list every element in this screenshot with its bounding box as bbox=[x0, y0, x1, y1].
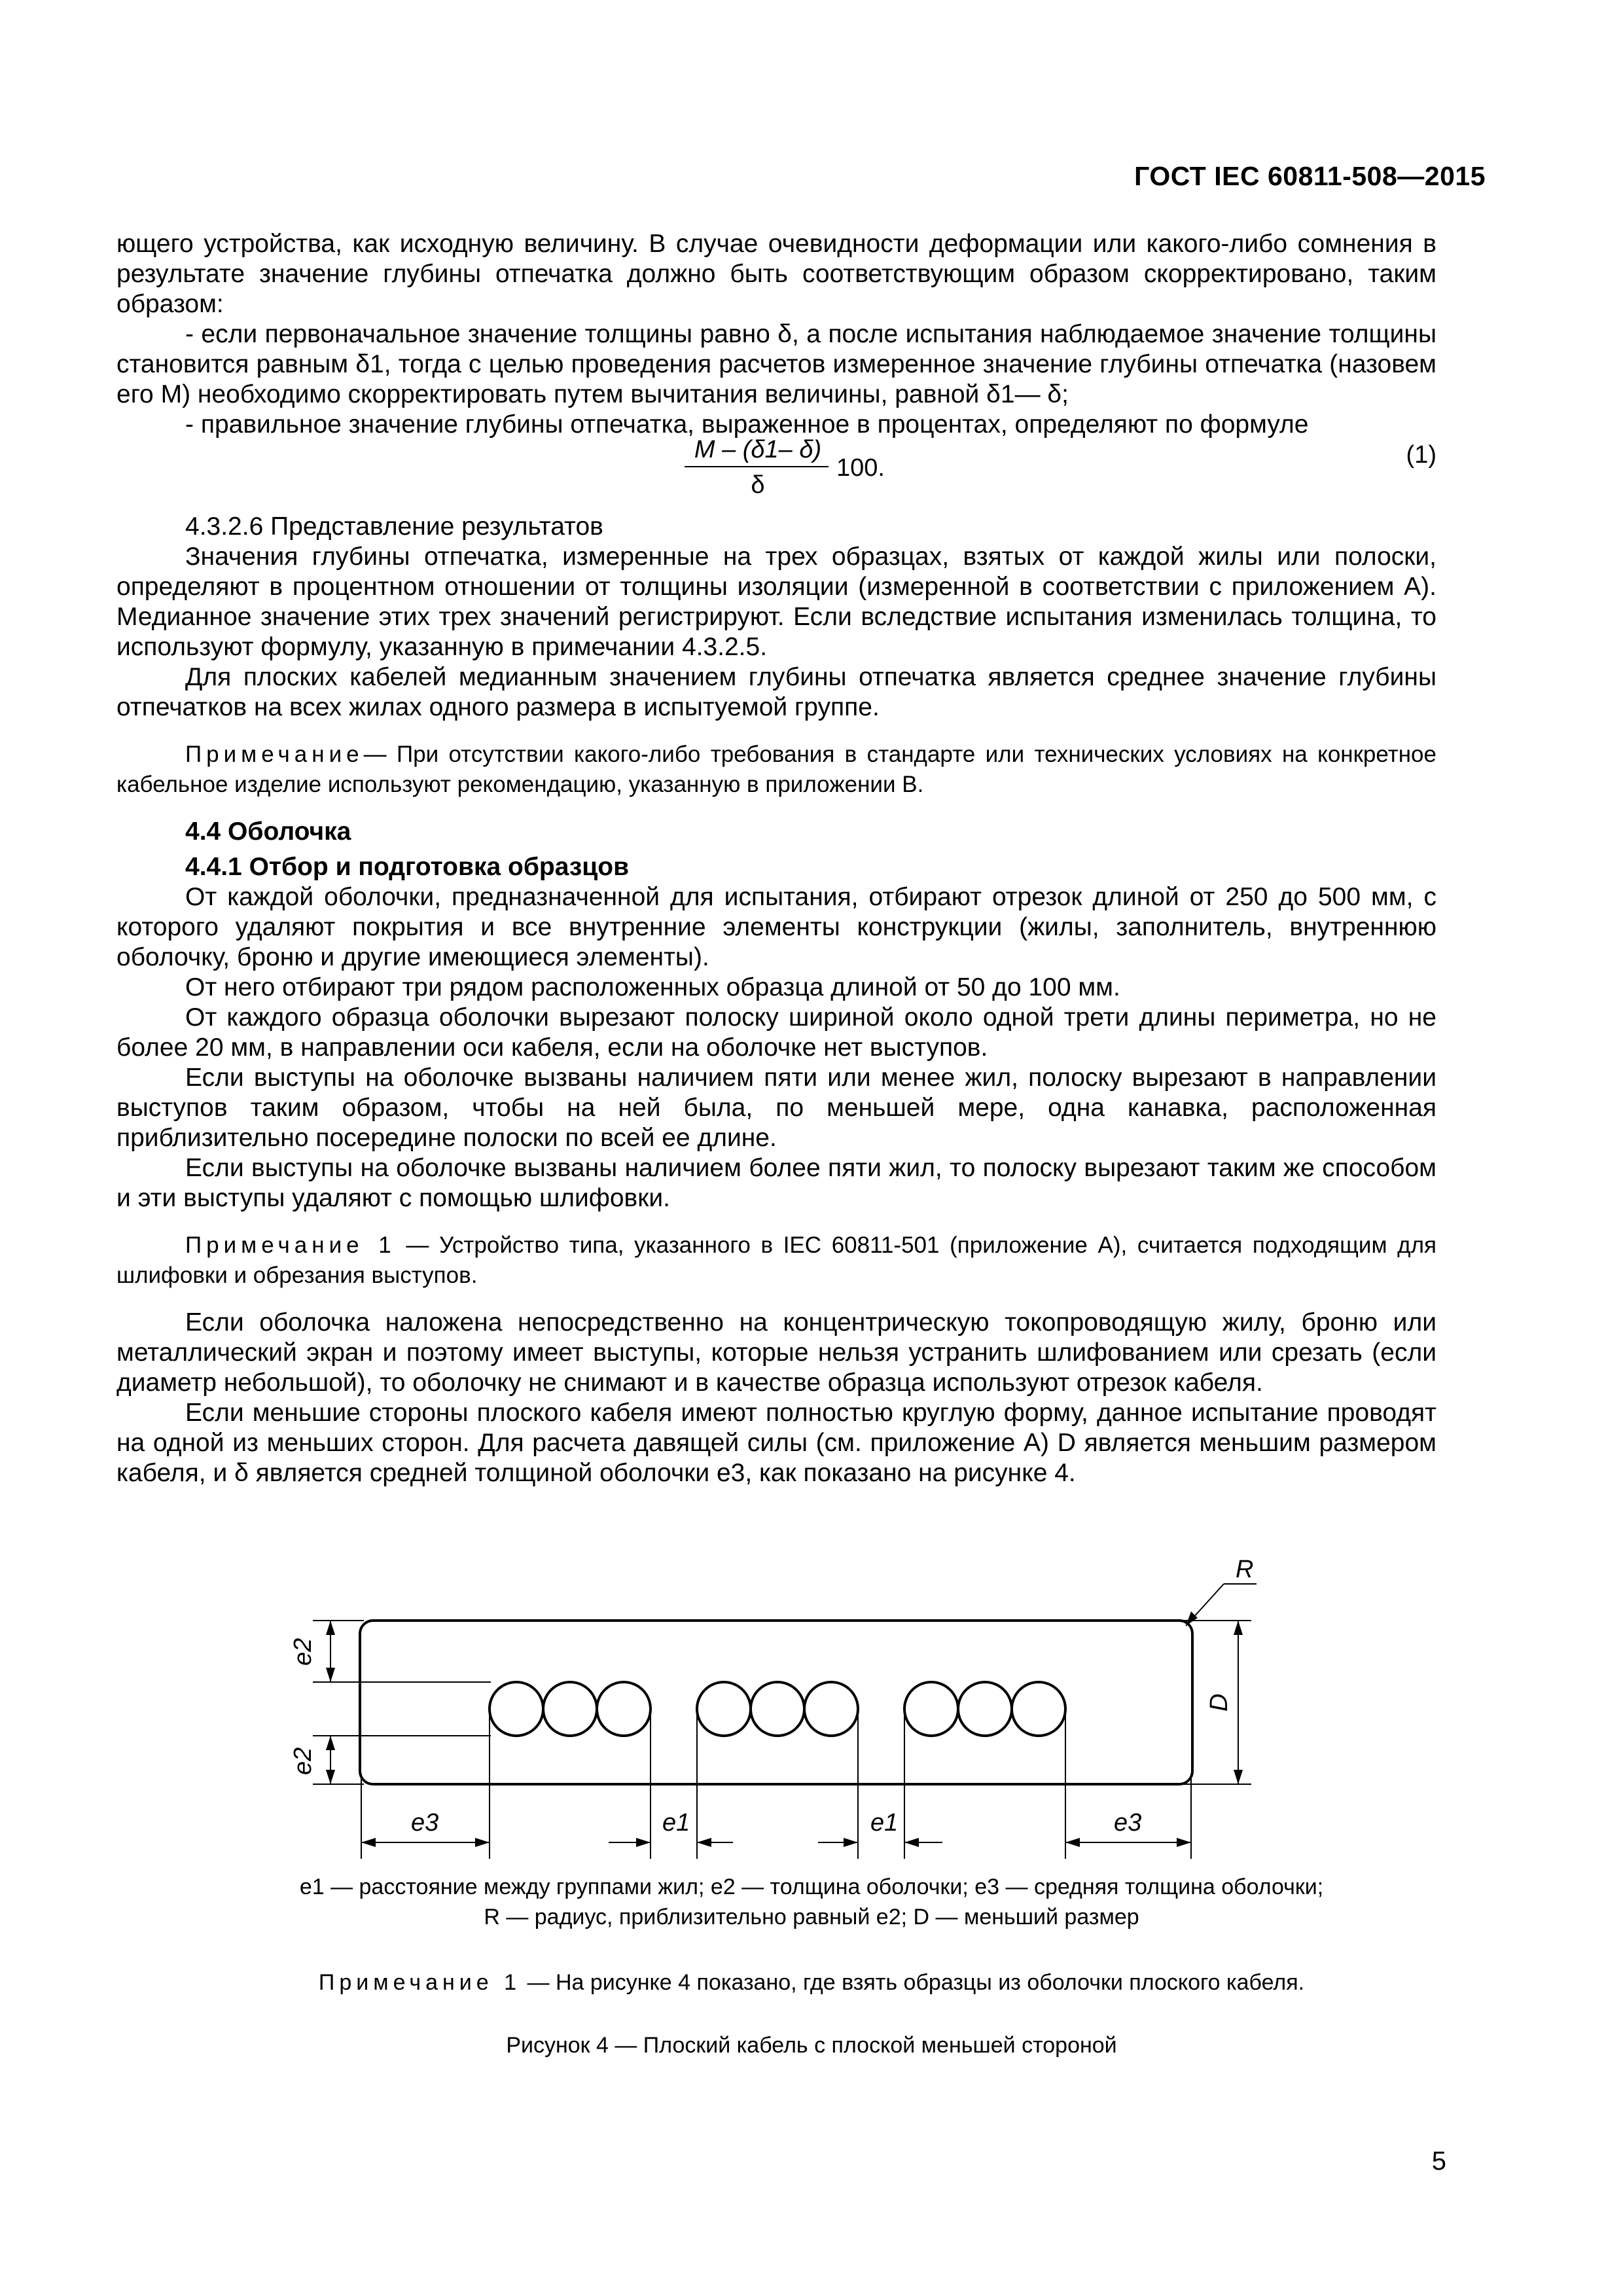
figure-legend-line-1: e1 — расстояние между группами жил; e2 — толщина оболочки; e3 — средняя толщина оболочки; bbox=[299, 1874, 1324, 1899]
conductor bbox=[804, 1682, 858, 1736]
figure-legend-line-2: R — радиус, приблизительно равный e2; D — меньший размер bbox=[484, 1905, 1139, 1929]
label-e3-right: e3 bbox=[1114, 1809, 1142, 1837]
label-e2-top: e2 bbox=[289, 1638, 317, 1666]
section-441-paragraph-2: От него отбирают три рядом расположенных образца длиной от 50 до 100 мм. bbox=[185, 973, 1120, 1001]
figure-caption: Рисунок 4 — Плоский кабель с плоской меньшей стороной bbox=[506, 2033, 1117, 2058]
section-441-paragraph-6: Если оболочка наложена непосредственно на концентрическую токопроводящую жилу, броню или металлический экран и поэтому имеет выступы, которые нельзя устранить шлифованием или срезать (если диаметр небольшой), то оболочку не снимают и в качестве образца используют отрезок кабеля. bbox=[116, 1308, 1436, 1397]
conductor bbox=[1012, 1682, 1065, 1736]
section-4326-paragraph-1: Значения глубины отпечатка, измеренные на трех образцах, взятых от каждой жилы или полоски, определяют в процентном отношении от толщины изоляции (измеренной в соответствии с приложением А). Медианное значение этих трех значений регистрируют. Если вследствие испытания изменилась толщина, то используют формулу, указанную в примечании 4.3.2.5. bbox=[116, 543, 1436, 661]
label-R: R bbox=[1236, 1556, 1254, 1583]
conductor bbox=[904, 1682, 958, 1736]
note-label: Примечание 1 bbox=[318, 1970, 522, 1995]
page-number: 5 bbox=[1431, 2147, 1446, 2176]
section-4326-paragraph-2: Для плоских кабелей медианным значением глубины отпечатка является среднее значение глубины отпечатков на всех жилах одного размера в испытуемой группе. bbox=[116, 663, 1436, 721]
paragraph-continuation: ющего устройства, как исходную величину. В случае очевидности деформации или какого-либо сомнения в результате значение глубины отпечатка должно быть соответствующим образом скорректировано, таким образом: bbox=[116, 230, 1436, 318]
dimension-arrows bbox=[326, 1611, 1243, 1847]
figure-note-1 bbox=[0, 1967, 1623, 1998]
section-441-paragraph-3: От каждого образца оболочки вырезают полоску шириной около одной трети длины периметра, но не более 20 мм, в направлении оси кабеля, если на оболочке нет выступов. bbox=[116, 1003, 1436, 1062]
conductor bbox=[958, 1682, 1012, 1736]
conductor bbox=[697, 1682, 751, 1736]
label-e3-left: e3 bbox=[411, 1809, 439, 1837]
section-441-paragraph-1: От каждой оболочки, предназначенной для испытания, отбирают отрезок длиной от 250 до 500 мм, с которого удаляют покрытия и все внутренние элементы конструкции (жилы, заполнитель, внутреннюю оболочку, броню и другие имеющиеся элементы). bbox=[116, 883, 1436, 971]
section-4326-title: 4.3.2.6 Представление результатов bbox=[185, 512, 603, 541]
conductor bbox=[597, 1682, 651, 1736]
formula-denominator: δ bbox=[751, 471, 765, 499]
conductor bbox=[543, 1682, 597, 1736]
note-label: Примечание 1 bbox=[185, 1232, 396, 1258]
formula-multiplier: 100. bbox=[836, 454, 885, 482]
section-441-paragraph-4: Если выступы на оболочке вызваны наличием пяти или менее жил, полоску вырезают в направлении выступов таким образом, чтобы на ней была, по меньшей мере, одна канавка, расположенная приблизительно посередине полоски по всей ее длине. bbox=[116, 1064, 1436, 1152]
section-441-paragraph-7: Если меньшие стороны плоского кабеля имеют полностью круглую форму, данное испытание проводят на одной из меньших сторон. Для расчета давящей силы (см. приложение А) D является меньшим размером кабеля, и δ является средней толщиной оболочки e3, как показано на рисунке 4. bbox=[116, 1399, 1436, 1487]
list-item-initial-thickness: - если первоначальное значение толщины равно δ, а после испытания наблюдаемое значение толщины становится равным δ1, тогда с целью проведения расчетов измеренное значение глубины отпечатка (назовем его M) необходимо скорректировать путем вычитания величины, равной δ1— δ; bbox=[116, 320, 1436, 408]
note-text: — Устройство типа, указанного в IEC 60811-501 (приложение А), считается подходящим для шлифовки и обрезания выступов. bbox=[116, 1232, 1436, 1288]
conductor bbox=[490, 1682, 543, 1736]
formula-numerator: M – (δ1– δ) bbox=[694, 436, 822, 463]
section-441-paragraph-5: Если выступы на оболочке вызваны наличием более пяти жил, то полоску вырезают таким же способом и эти выступы удаляют с помощью шлифовки. bbox=[116, 1154, 1436, 1212]
label-e1-first: e1 bbox=[662, 1809, 690, 1837]
standard-header: ГОСТ IEC 60811-508—2015 bbox=[1134, 161, 1486, 191]
cable-sheath-outline bbox=[360, 1621, 1192, 1784]
label-e2-bottom: e2 bbox=[289, 1747, 317, 1775]
note-text: — На рисунке 4 показано, где взять образцы из оболочки плоского кабеля. bbox=[527, 1970, 1305, 1995]
section-44-title: 4.4 Оболочка bbox=[185, 817, 351, 846]
list-item-correct-depth: - правильное значение глубины отпечатка, выраженное в процентах, определяют по формуле bbox=[185, 410, 1309, 439]
section-441-title: 4.4.1 Отбор и подготовка образцов bbox=[185, 853, 630, 881]
note-text: — При отсутствии какого-либо требования в стандарте или технических условиях на конкретное кабельное изделие используют рекомендацию, указанную в приложении В. bbox=[116, 742, 1436, 797]
label-e1-second: e1 bbox=[870, 1809, 899, 1837]
label-D: D bbox=[1205, 1693, 1233, 1712]
note-label: Примечание bbox=[185, 742, 364, 767]
conductor bbox=[751, 1682, 804, 1736]
formula-number: (1) bbox=[1406, 441, 1436, 469]
